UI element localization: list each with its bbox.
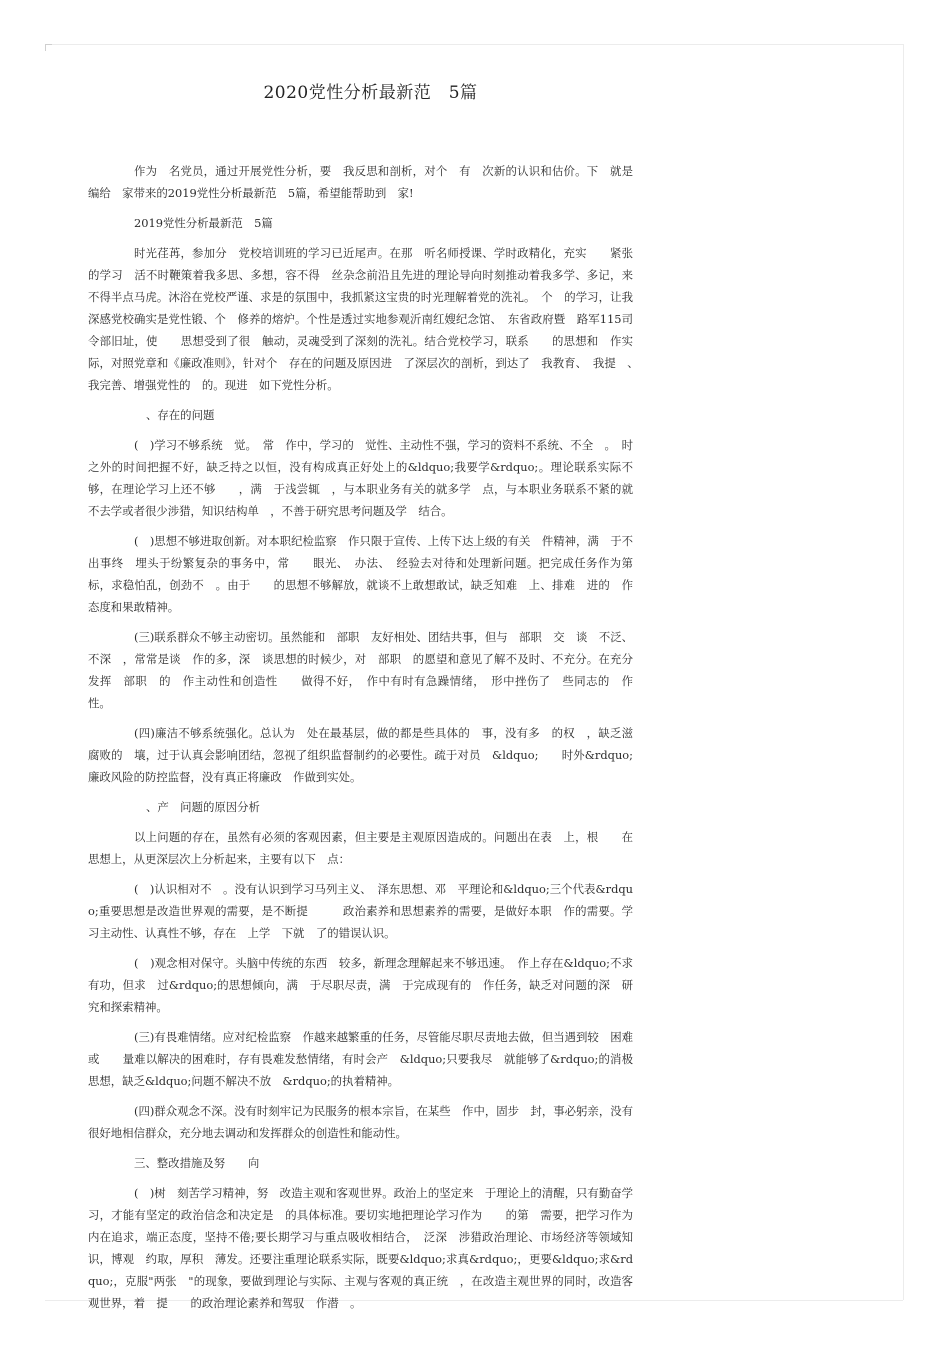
problem-item-3: (三)联系群众不够主动密切。虽然能和 部职 友好相处、团结共事，但与 部职 交 谈 不泛、不深 ，常常是谈 作的多，深 谈思想的时候少，对 部职 的愿望和意见了解不及时、不充分。在充分发挥 部职 的 作主动性和创造性 做得不好， 作中有时有急躁情绪， 形中挫伤了 些同志的 作 性。 [88, 630, 656, 710]
measure-item-1: ( )树 刻苦学习精神，努 改造主观和客观世界。政治上的坚定来 于理论上的清醒，只有勤奋学习，才能有坚定的政治信念和决定是 的具体标准。要切实地把理论学习作为 的第 需要，把学习作为内在追求，端正态度，坚持不倦;要长期学习与重点吸收相结合， 泛深 涉猎政治理论、市场经济等领域知识，博观 约取，厚积 薄发。还要注重理论联系实际，既要&ldquo;求真&rdquo;，更要&ldquo;求&rdquo;，克服"两张 "的现象，要做到理论与实际、主观与客观的真正统 ，在改造主观世界的同时，改造客观世界，着 提 的政治理论素养和驾驭 作潜 。 [88, 1186, 633, 1310]
section-heading-causes: 、产 问题的原因分析 [146, 800, 260, 814]
cause-item-1: ( )认识相对不 。没有认识到学习马列主义、 泽东思想、邓 平理论和&ldquo;三个代表&rdquo;重要思想是改造世界观的需要，是不断提 政治素养和思想素养的需要，是做好本职 作的需要。学习主动性、认真性不够，存在 上学 下就 了的错误认识。 [88, 882, 633, 940]
cause-item-2: ( )观念相对保守。头脑中传统的东西 较多，新理念理解起来不够迅速。 作上存在&ldquo;不求有功，但求 过&rdquo;的思想倾向，满 于尽职尽责，满 于完成现有的 作任务，缺乏对问题的深 研究和探索精神。 [88, 956, 633, 1014]
intro-paragraph: 作为 名党员，通过开展党性分析，要 我反思和剖析，对个 有 次新的认识和估价。下 就是 编给 家带来的2019党性分析最新范 5篇，希望能帮助到 家! [88, 164, 645, 200]
problem-item-1: ( )学习不够系统 觉。 常 作中，学习的 觉性、主动性不强，学习的资料不系统、不全 。 时之外的时间把握不好，缺乏持之以恒，没有构成真正好处上的&ldquo;我要学&rdquo;。理论联系实际不够，在理论学习上还不够 ，满 于浅尝辄 ，与本职业务有关的就多学 点，与本职业务联系不紧的就不去学或者很少涉猎，知识结构单 ，不善于研究思考问题及学 结合。 [88, 438, 633, 518]
crop-mark [45, 44, 52, 51]
opening-paragraph: 时光荏苒，参加分 党校培训班的学习已近尾声。在那 听名师授课、学时政精化，充实 紧张的学习 活不时鞭策着我多思、多想，容不得 丝杂念前沿且先进的理论导向时刻推动着我多学、多记，来不得半点马虎。沐浴在党校严谨、求是的氛围中，我抓紧这宝贵的时光理解着党的洗礼。 个 的学习，让我深感党校确实是党性锻、个 修养的熔炉。个性是透过实地参观沂南红嫂纪念馆、 东省政府暨 路军115司令部旧址，使 思想受到了很 触动，灵魂受到了深刻的洗礼。结合党校学习，联系 的思想和 作实际，对照党章和《廉政准则》，针对个 存在的问题及原因进 了深层次的剖析，到达了 我教育、 我提 、 我完善、增强党性的 的。现进 如下党性分析。 [88, 246, 645, 392]
cause-item-4: (四)群众观念不深。没有时刻牢记为民服务的根本宗旨，在某些 作中，固步 封，事必躬亲，没有很好地相信群众，充分地去调动和发挥群众的创造性和能动性。 [88, 1104, 633, 1140]
page-border-top [45, 44, 903, 45]
document-body [88, 78, 656, 1322]
page-border-right [903, 44, 904, 1300]
document-title: 2020党性分析最新范 5篇 [263, 83, 478, 103]
subtitle: 2019党性分析最新范 5篇 [134, 216, 273, 230]
section-heading-measures: 三、整改措施及努 向 [134, 1156, 260, 1170]
problem-item-2: ( )思想不够进取创新。对本职纪检监察 作只限于宣传、上传下达上级的有关 件精神，满 于不出事终 埋头于纷繁复杂的事务中，常 眼光、 办法、 经验去对待和处理新问题。把完成任务作为第 标，求稳怕乱，创劲不 。由于 的思想不够解放，就谈不上敢想敢试，缺乏知难 上、排难 进的 作态度和果敢精神。 [88, 534, 656, 614]
causes-intro: 以上问题的存在，虽然有必须的客观因素，但主要是主观原因造成的。问题出在表 上，根 在思想上，从更深层次上分析起来，主要有以下 点： [88, 830, 633, 866]
section-heading-problems: 、存在的问题 [146, 408, 215, 422]
problem-item-4: (四)廉洁不够系统强化。总认为 处在最基层，做的都是些具体的 事，没有多 的权 ，缺乏滋 腐败的 壤，过于认真会影响团结，忽视了组织监督制约的必要性。疏于对员 &ldquo; 时外&rdquo;廉政风险的防控监督，没有真正将廉政 作做到实处。 [88, 726, 645, 784]
cause-item-3: (三)有畏难情绪。应对纪检监察 作越来越繁重的任务，尽管能尽职尽责地去做，但当遇到较 困难或 量难以解决的困难时，存有畏难发愁情绪，有时会产 &ldquo;只要我尽 就能够了&rdquo;的消极思想，缺乏&ldquo;问题不解决不放 &rdquo;的执着精神。 [88, 1030, 633, 1088]
